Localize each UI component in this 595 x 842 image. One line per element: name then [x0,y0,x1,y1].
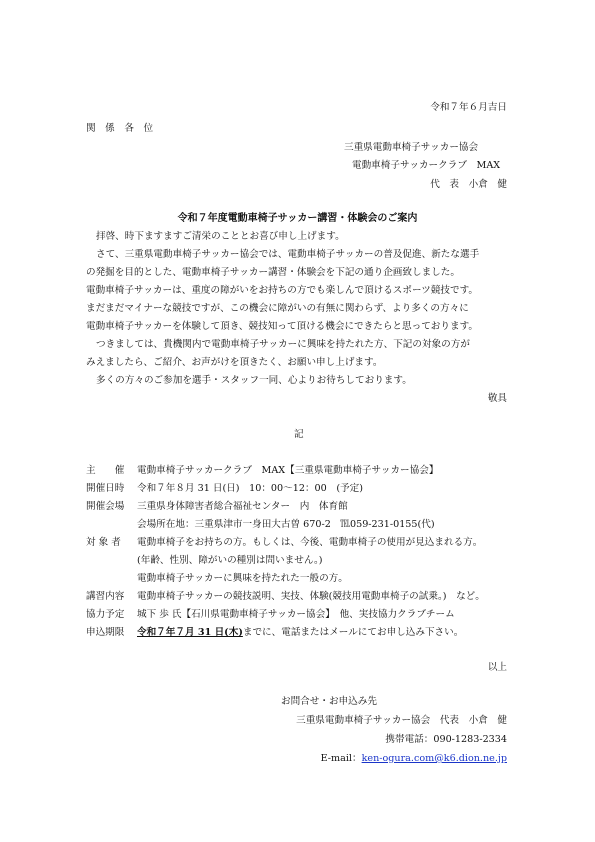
body-line: さて、三重県電動車椅子サッカー協会では、電動車椅子サッカーの普及促進、新たな選手 [96,249,480,260]
body-line: みえましたら、ご紹介、お声がけを頂きたく、お願い申し上げます。 [86,357,383,368]
content-label: 講習内容 [86,591,125,602]
body-line: 拝啓、時下ますますご清栄のこととお喜び申し上げます。 [96,231,345,242]
datetime-value: 令和７年８月 31 日(日) 10：00～12：00 (予定) [137,483,364,494]
contact-heading: お問合せ・お申込み先 [281,696,377,707]
ki-marker: 記 [294,429,304,440]
deadline-date: 令和７年７月 31 日(木) [137,627,243,638]
deadline-label: 申込期限 [86,627,125,638]
venue-label: 開催会場 [86,501,125,512]
coop-label: 協力予定 [86,609,125,620]
ijo-marker: 以上 [487,662,507,673]
venue-value: 三重県身体障害者総合福祉センター 内 体育館 [137,501,348,512]
body-line: の発掘を目的とした、電動車椅子サッカー講習・体験会を下記の通り企画致しました。 [86,267,460,278]
sender-club: 電動車椅子サッカークラブ MAX [352,160,501,171]
body-line: つきましては、貴機関内で電動車椅子サッカーに興味を持たれた方、下記の対象の方が [96,339,470,350]
contact-org: 三重県電動車椅子サッカー協会 代表 小倉 健 [296,715,507,726]
body-line: 電動車椅子サッカーを体験して頂き、競技知って頂ける機会にできたらと思っております。 [86,321,478,332]
deadline-value [137,628,463,638]
target-line: 電動車椅子サッカーに興味を持たれた一般の方。 [137,573,348,584]
sender-representative: 代 表 小倉 健 [430,179,507,190]
venue-address: 会場所在地：三重県津市一身田大古曽 670-2 ℡059-231-0155(代) [137,519,435,530]
target-line: (年齢、性別、障がいの種別は問いません。) [137,555,323,566]
organizer-label: 主 催 [86,465,125,476]
contact-phone: 携帯電話：090-1283-2334 [385,734,507,745]
sender-org: 三重県電動車椅子サッカー協会 [344,142,479,153]
email-link[interactable]: ken-ogura.com@k6.dion.ne.jp [361,753,507,764]
content-value: 電動車椅子サッカーの競技説明、実技、体験(競技用電動車椅子の試乗。) など。 [137,591,485,602]
document-title: 令和７年度電動車椅子サッカー講習・体験会のご案内 [177,213,418,224]
coop-value: 城下 歩 氏【石川県電動車椅子サッカー協会】 他、実技協力クラブチーム [137,609,455,620]
contact-email-line [321,754,507,764]
body-line: まだまだマイナーな競技ですが、この機会に障がいの有無に関わらず、より多くの方々に [86,303,469,314]
body-line: 電動車椅子サッカーは、重度の障がいをお持ちの方でも楽しんで頂けるスポーツ競技です。 [86,285,478,296]
issue-date: 令和７年６月吉日 [430,102,507,113]
datetime-label: 開催日時 [86,483,125,494]
deadline-text: までに、電話またはメールにてお申し込み下さい。 [242,627,464,638]
body-line: 多くの方々のご参加を選手・スタッフ一同、心よりお待ちしております。 [96,375,412,386]
email-label: E-mail： [320,753,362,764]
organizer-value: 電動車椅子サッカークラブ MAX【三重県電動車椅子サッカー協会】 [137,465,439,476]
addressee: 関 係 各 位 [86,123,154,134]
closing-keigu: 敬具 [487,393,507,404]
target-line: 電動車椅子をお持ちの方。もしくは、今後、電動車椅子の使用が見込まれる方。 [137,537,483,548]
target-label: 対 象 者 [86,537,121,548]
